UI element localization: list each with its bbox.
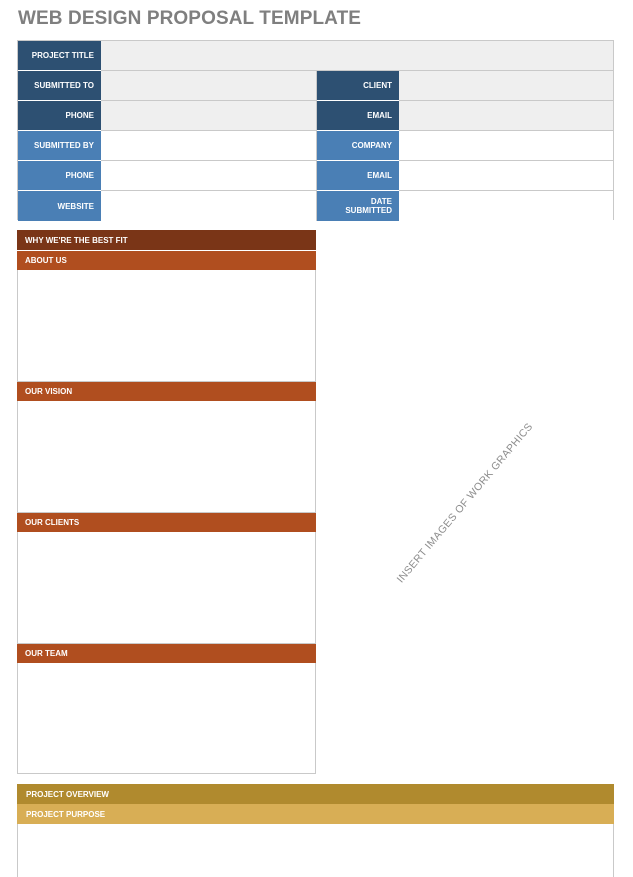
submitted-to-row [18, 71, 613, 101]
client-field[interactable] [399, 71, 613, 101]
website-row [18, 191, 613, 221]
project-overview-header: PROJECT OVERVIEW [17, 784, 614, 804]
client-label: CLIENT [317, 71, 399, 101]
company-field[interactable] [399, 131, 613, 161]
to-phone-field[interactable] [101, 101, 317, 131]
our-team-header: OUR TEAM [17, 644, 316, 663]
by-email-field[interactable] [399, 161, 613, 191]
about-us-content-area[interactable] [17, 270, 316, 382]
our-vision-content-area[interactable] [17, 401, 316, 513]
our-team-content-area[interactable] [17, 663, 316, 774]
project-purpose-header: PROJECT PURPOSE [17, 804, 614, 824]
submitted-by-row [18, 131, 613, 161]
website-field[interactable] [101, 191, 317, 221]
to-email-label: EMAIL [317, 101, 399, 131]
project-title-label: PROJECT TITLE [18, 41, 101, 71]
by-email-label: EMAIL [317, 161, 399, 191]
project-title-field[interactable] [101, 41, 613, 71]
website-label: WEBSITE [18, 191, 101, 221]
page-title: WEB DESIGN PROPOSAL TEMPLATE [18, 8, 362, 29]
to-phone-row [18, 101, 613, 131]
to-email-field[interactable] [399, 101, 613, 131]
by-phone-label: PHONE [18, 161, 101, 191]
date-submitted-label-line1: DATE [370, 197, 392, 206]
by-phone-row [18, 161, 613, 191]
project-purpose-content-area[interactable] [17, 824, 614, 877]
project-info-table [17, 40, 614, 220]
by-phone-field[interactable] [101, 161, 317, 191]
our-clients-content-area[interactable] [17, 532, 316, 644]
image-placeholder-text: INSERT IMAGES OF WORK GRAPHICS [394, 420, 536, 586]
submitted-by-field[interactable] [101, 131, 317, 161]
submitted-to-field[interactable] [101, 71, 317, 101]
date-submitted-field[interactable] [399, 191, 613, 221]
about-us-header: ABOUT US [17, 251, 316, 270]
date-submitted-label-line2: SUBMITTED [345, 206, 392, 215]
company-label: COMPANY [317, 131, 399, 161]
submitted-to-label: SUBMITTED TO [18, 71, 101, 101]
our-clients-header: OUR CLIENTS [17, 513, 316, 532]
date-submitted-label [317, 191, 399, 221]
why-best-fit-header: WHY WE'RE THE BEST FIT [17, 230, 316, 250]
our-vision-header: OUR VISION [17, 382, 316, 401]
project-title-row [18, 41, 613, 71]
submitted-by-label: SUBMITTED BY [18, 131, 101, 161]
to-phone-label: PHONE [18, 101, 101, 131]
